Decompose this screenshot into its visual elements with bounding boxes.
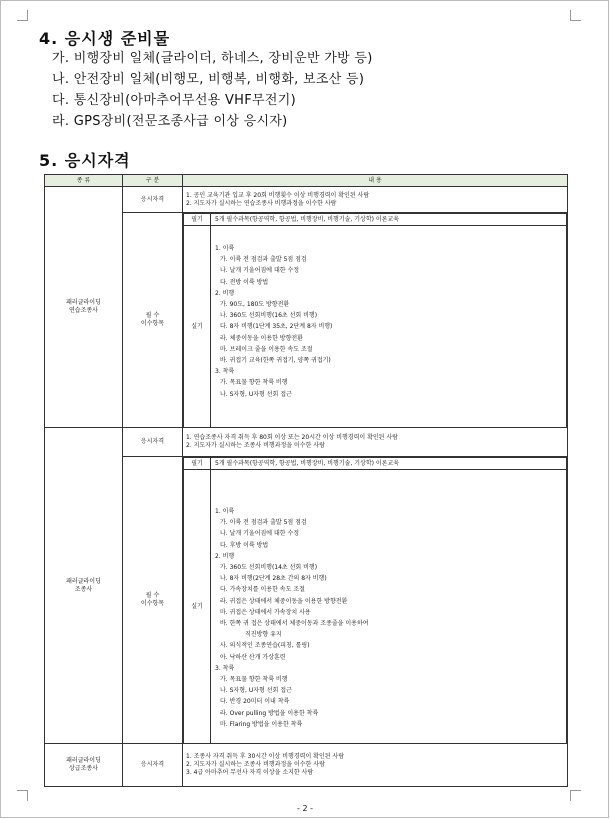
page-number: - 2 - — [297, 804, 313, 813]
table-row — [45, 457, 568, 744]
theory-text: 5개 필수과목(항공역학, 항공법, 비행장비, 비행기술, 기상학) 이론교육 — [211, 214, 567, 226]
category-cell: 패러글라이딩 연습조종사 — [45, 187, 123, 428]
section-4-item-1: 가. 비행장비 일체(글라이더, 하네스, 장비운반 가방 등) — [52, 51, 373, 66]
practice-list: 1. 이륙 가. 이륙 전 점검과 출발 5점 점검 나. 날개 기울어짐에 대한 수정 다. 후방 이륙 방법 2. 비행 가. 360도 선회비행(14초 선회 비행) 나. 8자 비행(2단계 28초 간의 8자 비행) 다. 가속장치를 이용한 속도 조절 라. 귀접은 상태에서 체중이동을 이용한 방향전환 마. 귀접은 상태에서 가속장치 사용 바. 한쪽 귀 접은 상태에서 체중이동과 조종줄을 이용하여 직진방향 유지 사. 의식적인 조종연습(피칭, 롤링) 아. 낙하산 산개 가상훈련 3. 착륙 가. 목표물 향한 착륙 비행 나. S자형, U자형 선회 접근 다. 반경 20미터 이내 착륙 라. Over pulling 방법을 이용한 착륙 마. Flaring 방법을 이용한 착륙 — [211, 470, 567, 744]
cond-label: 응시자격 — [123, 428, 183, 457]
subject-content — [183, 213, 568, 428]
section-4-item-4: 라. GPS장비(전문조종사급 이상 응시자) — [52, 114, 288, 129]
table-row — [45, 428, 568, 457]
crop-mark-bottom-right — [570, 790, 581, 801]
category-cell: 패러글라이딩 조종사 — [45, 428, 123, 744]
cond-content: 1. 연습조종사 자격 취득 후 80회 이상 또는 20시간 이상 비행경력이 확인된 사람 2. 지도자가 실시하는 조종사 비행과정을 이수한 사람 — [183, 428, 568, 457]
section-4-item-3: 다. 통신장비(아마추어무선용 VHF무전기) — [52, 93, 296, 108]
table-header-row — [45, 175, 568, 187]
practice-list: 1. 이륙 가. 이륙 전 점검과 출발 5점 점검 나. 날개 기울어짐에 대한 수정 다. 전방 이륙 방법 2. 비행 가. 90도, 180도 방향전환 나. 360도 선회비행(16초 선회 비행) 다. 8자 비행(1단계 35초, 2단계 8자 비행) 라. 체중이동을 이용한 방향전환 마. 브레이크 줄을 이용한 속도 조절 바. 귀접기 교육(한쪽 귀접기, 양쪽 귀접기) 3. 착륙 가. 목표물 향한 착륙 비행 나. S자형, U자형 선회 접근 — [211, 226, 567, 428]
header-type: 종 류 — [45, 175, 123, 187]
header-division: 구 분 — [123, 175, 183, 187]
subject-label: 필 수 이수항목 — [123, 457, 183, 744]
table-row — [45, 213, 568, 428]
section-4-title: 4. 응시생 준비물 — [39, 29, 171, 48]
theory-label: 필기 — [184, 214, 211, 226]
subject-label: 필 수 이수항목 — [123, 213, 183, 428]
section-5-title: 5. 응시자격 — [39, 151, 131, 170]
category-cell: 패러글라이딩 상급조종사 — [45, 744, 123, 787]
cond-label: 응시자격 — [123, 187, 183, 213]
crop-mark-bottom-left — [17, 790, 28, 801]
crop-mark-top-right — [570, 10, 581, 21]
theory-text: 5개 필수과목(항공역학, 항공법, 비행장비, 비행기술, 기상학) 이론교육 — [211, 458, 567, 470]
practice-label: 실기 — [184, 470, 211, 744]
table-row — [45, 187, 568, 213]
subject-content — [183, 457, 568, 744]
theory-label: 필기 — [184, 458, 211, 470]
practice-label: 실기 — [184, 226, 211, 428]
qualification-table — [44, 174, 568, 787]
cond-content: 1. 공인 교육기관 입교 후 20회 비행횟수 이상 비행경력이 확인된 사람 2. 지도자가 실시하는 연습조종사 비행과정을 이수한 사람 — [183, 187, 568, 213]
table-row — [45, 744, 568, 787]
cond-content: 1. 조종사 자격 취득 후 30시간 이상 비행경력이 확인된 사람 2. 지도자가 실시하는 조종사 비행과정을 이수한 사람 3. 4급 아마추어 무선사 자격 이상을 소지한 사람 — [183, 744, 568, 787]
header-content: 내 용 — [183, 175, 568, 187]
cond-label: 응시자격 — [123, 744, 183, 787]
crop-mark-top-left — [17, 10, 28, 21]
section-4-item-2: 나. 안전장비 일체(비행모, 비행복, 비행화, 보조산 등) — [52, 72, 365, 87]
